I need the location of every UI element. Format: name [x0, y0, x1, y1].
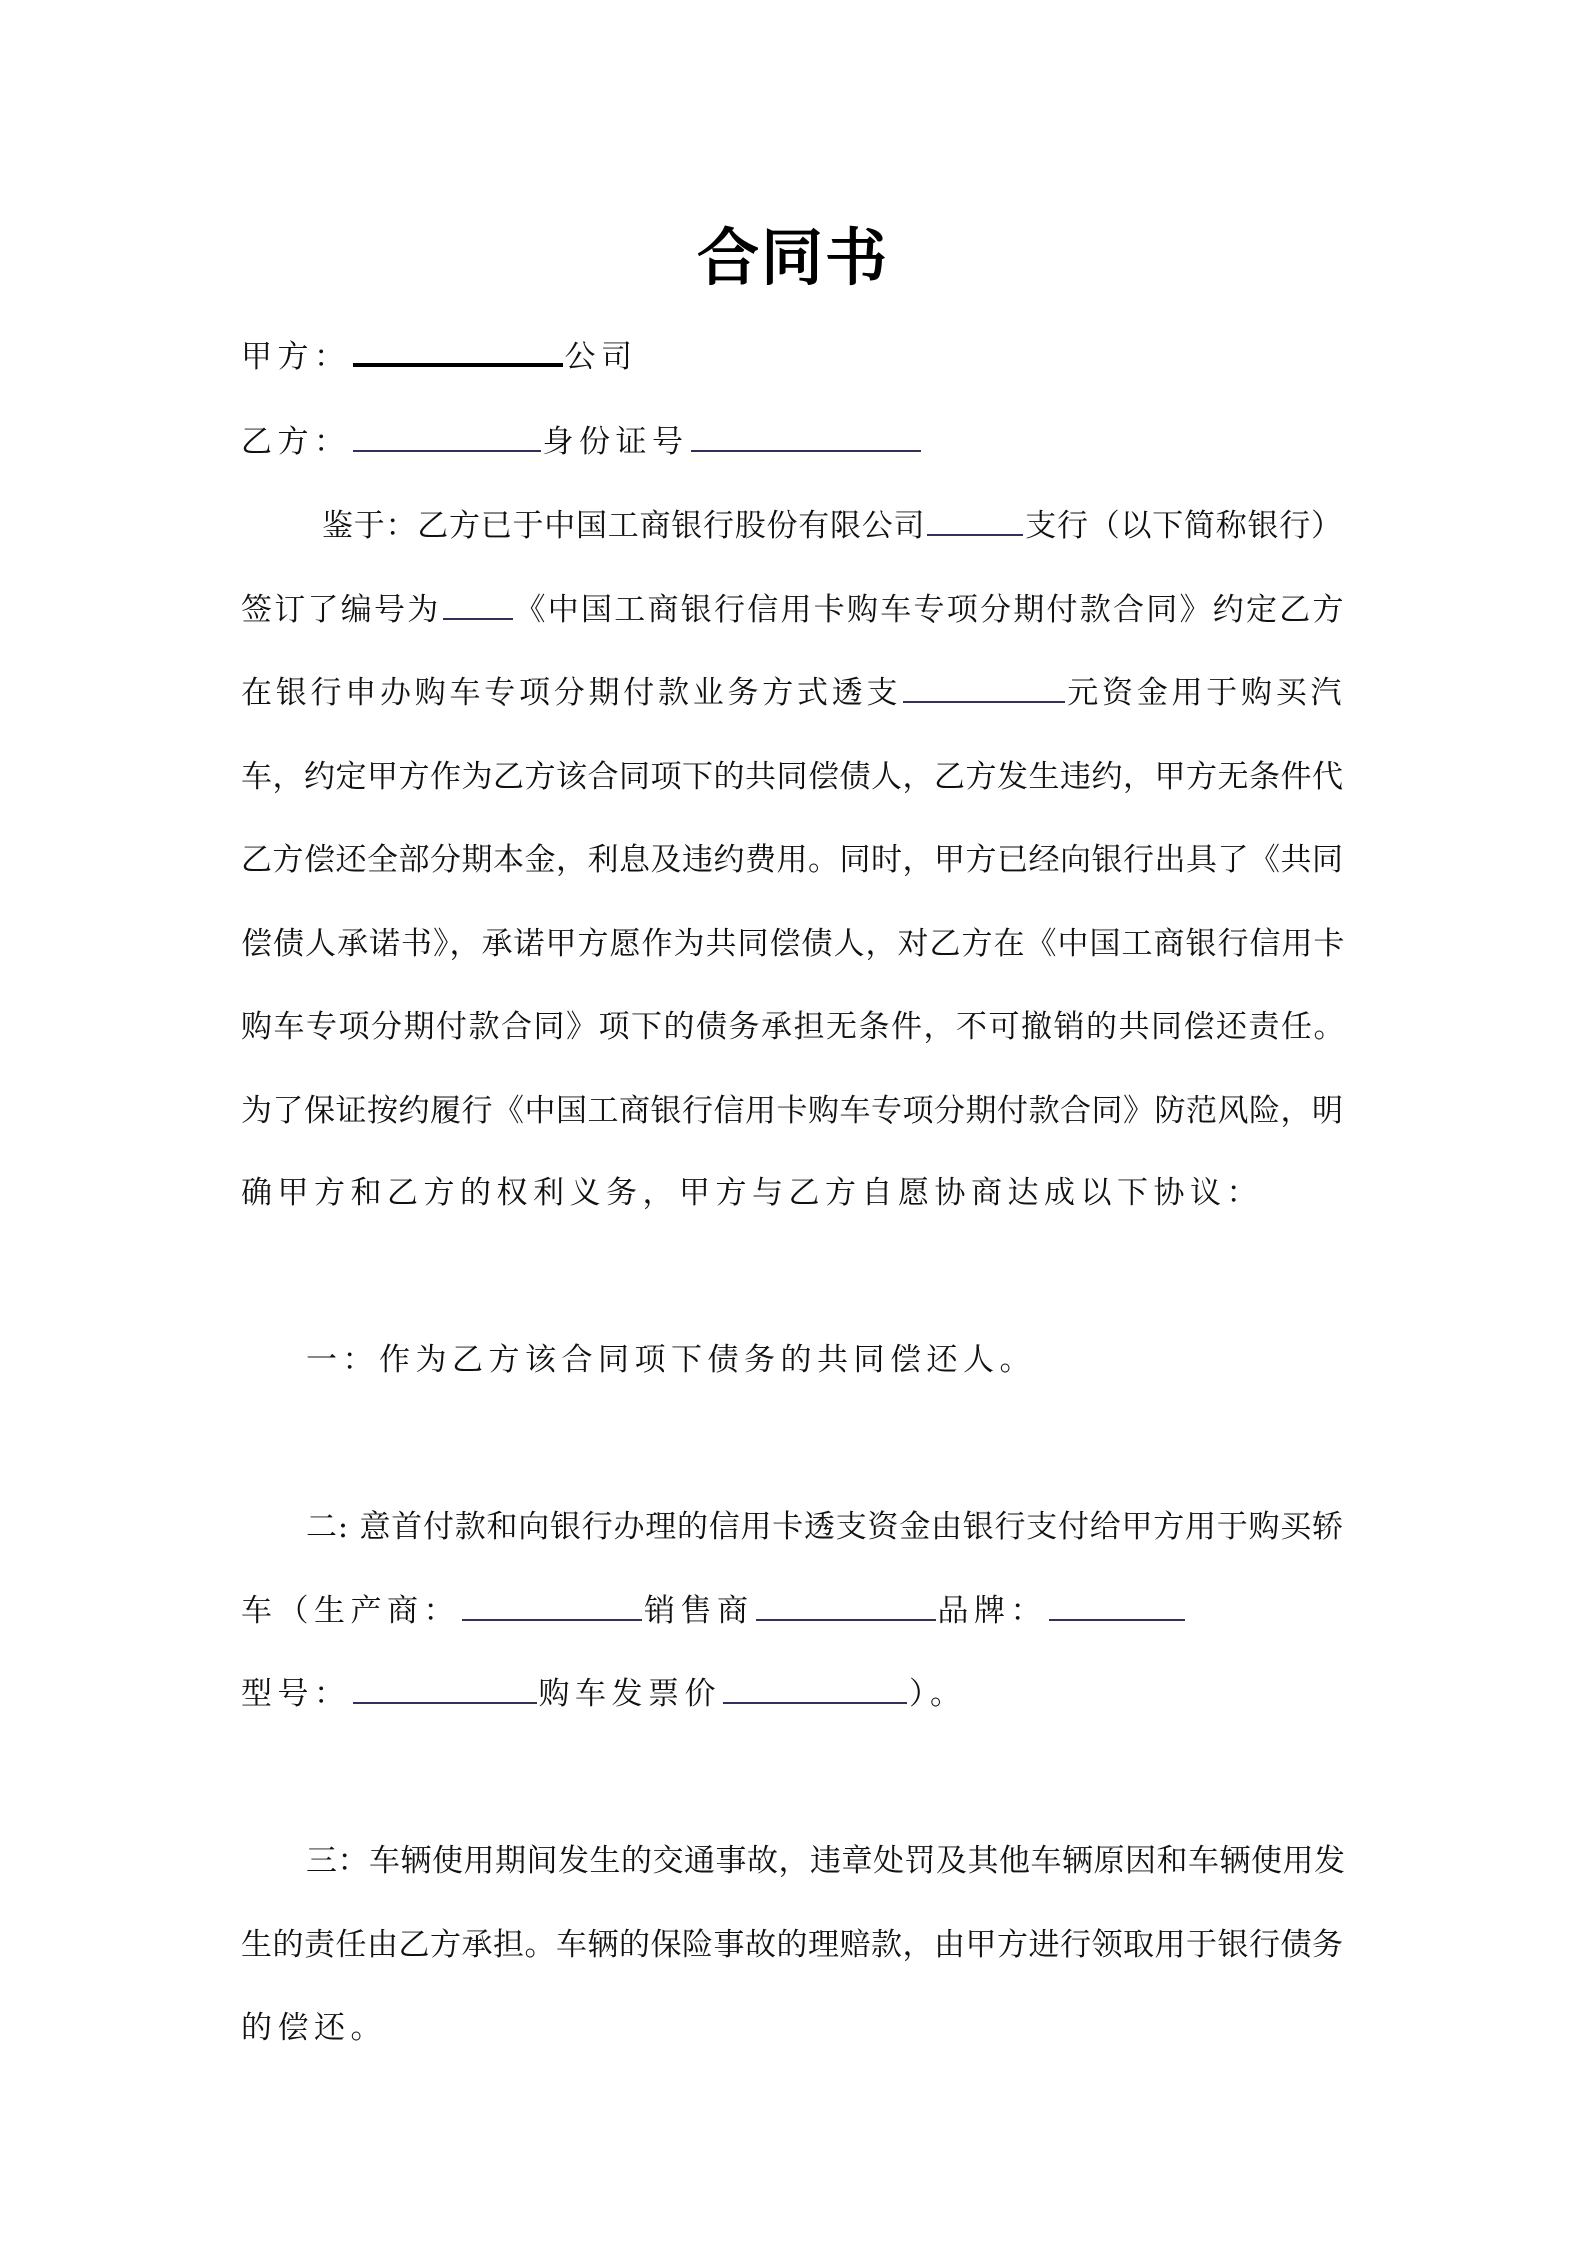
branch-blank[interactable] — [927, 508, 1023, 536]
clause-2-line-2 — [241, 1591, 1187, 1631]
preamble-line-1 — [322, 506, 1343, 546]
preamble-line-6: 偿债人承诺书》，承诺甲方愿作为共同偿债人，对乙方在《中国工商银行信用卡 — [241, 926, 1346, 962]
preamble-text: 支行（以下简称银行） — [1025, 508, 1343, 544]
preamble-text: 鉴于：乙方已于中国工商银行股份有限公司 — [322, 508, 926, 544]
party-a-line — [241, 337, 638, 377]
dealer-blank[interactable] — [756, 1593, 936, 1621]
clause-text: 销售商 — [644, 1593, 754, 1629]
clause-3-line-3: 的偿还。 — [241, 2010, 387, 2046]
clause-text: ）。 — [909, 1676, 967, 1712]
invoice-price-blank[interactable] — [723, 1676, 907, 1704]
preamble-line-9: 确甲方和乙方的权利义务，甲方与乙方自愿协商达成以下协议： — [241, 1175, 1263, 1211]
party-b-id-blank[interactable] — [691, 424, 921, 452]
clause-text: 车（生产商： — [241, 1593, 460, 1629]
preamble-line-8: 为了保证按约履行《中国工商银行信用卡购车专项分期付款合同》防范风险，明 — [241, 1093, 1344, 1129]
party-a-label: 甲方： — [241, 339, 351, 375]
preamble-line-2 — [241, 590, 1346, 630]
brand-blank[interactable] — [1049, 1593, 1185, 1621]
preamble-line-7: 购车专项分期付款合同》项下的债务承担无条件，不可撤销的共同偿还责任。 — [241, 1009, 1346, 1045]
preamble-text: 《中国工商银行信用卡购车专项分期付款合同》约定乙方 — [514, 592, 1346, 628]
party-a-company-blank[interactable] — [353, 337, 563, 367]
clause-text: 型号： — [241, 1676, 351, 1712]
clause-3-line-1: 三：车辆使用期间发生的交通事故，违章处罚及其他车辆原因和车辆使用发 — [306, 1843, 1346, 1879]
clause-2-line-1: 二: 意首付款和向银行办理的信用卡透支资金由银行支付给甲方用于购买轿 — [306, 1509, 1344, 1545]
preamble-text: 元资金用于购买汽 — [1067, 675, 1346, 711]
document-title: 合同书 — [696, 221, 889, 294]
model-blank[interactable] — [353, 1676, 537, 1704]
clause-3-line-2: 生的责任由乙方承担。车辆的保险事故的理赔款，由甲方进行领取用于银行债务 — [241, 1927, 1344, 1963]
preamble-line-5: 乙方偿还全部分期本金，利息及违约费用。同时，甲方已经向银行出具了《共同 — [241, 842, 1344, 878]
preamble-text: 签订了编号为 — [241, 592, 441, 628]
party-b-name-blank[interactable] — [353, 424, 541, 452]
party-b-line — [241, 422, 923, 462]
overdraft-amount-blank[interactable] — [903, 675, 1065, 703]
clause-text: 品牌： — [937, 1593, 1047, 1629]
clause-text: 购车发票价 — [538, 1676, 721, 1712]
clause-1: 一：作为乙方该合同项下债务的共同偿还人。 — [306, 1342, 1036, 1378]
party-b-label: 乙方： — [241, 424, 351, 460]
preamble-text: 在银行申办购车专项分期付款业务方式透支 — [241, 675, 902, 711]
contract-number-blank[interactable] — [443, 592, 513, 620]
party-a-suffix: 公司 — [564, 339, 638, 375]
party-b-id-label: 身份证号 — [542, 424, 689, 460]
clause-2-line-3 — [241, 1674, 967, 1714]
preamble-line-3 — [241, 673, 1345, 713]
manufacturer-blank[interactable] — [462, 1593, 642, 1621]
preamble-line-4: 车，约定甲方作为乙方该合同项下的共同偿债人，乙方发生违约，甲方无条件代 — [241, 759, 1344, 795]
